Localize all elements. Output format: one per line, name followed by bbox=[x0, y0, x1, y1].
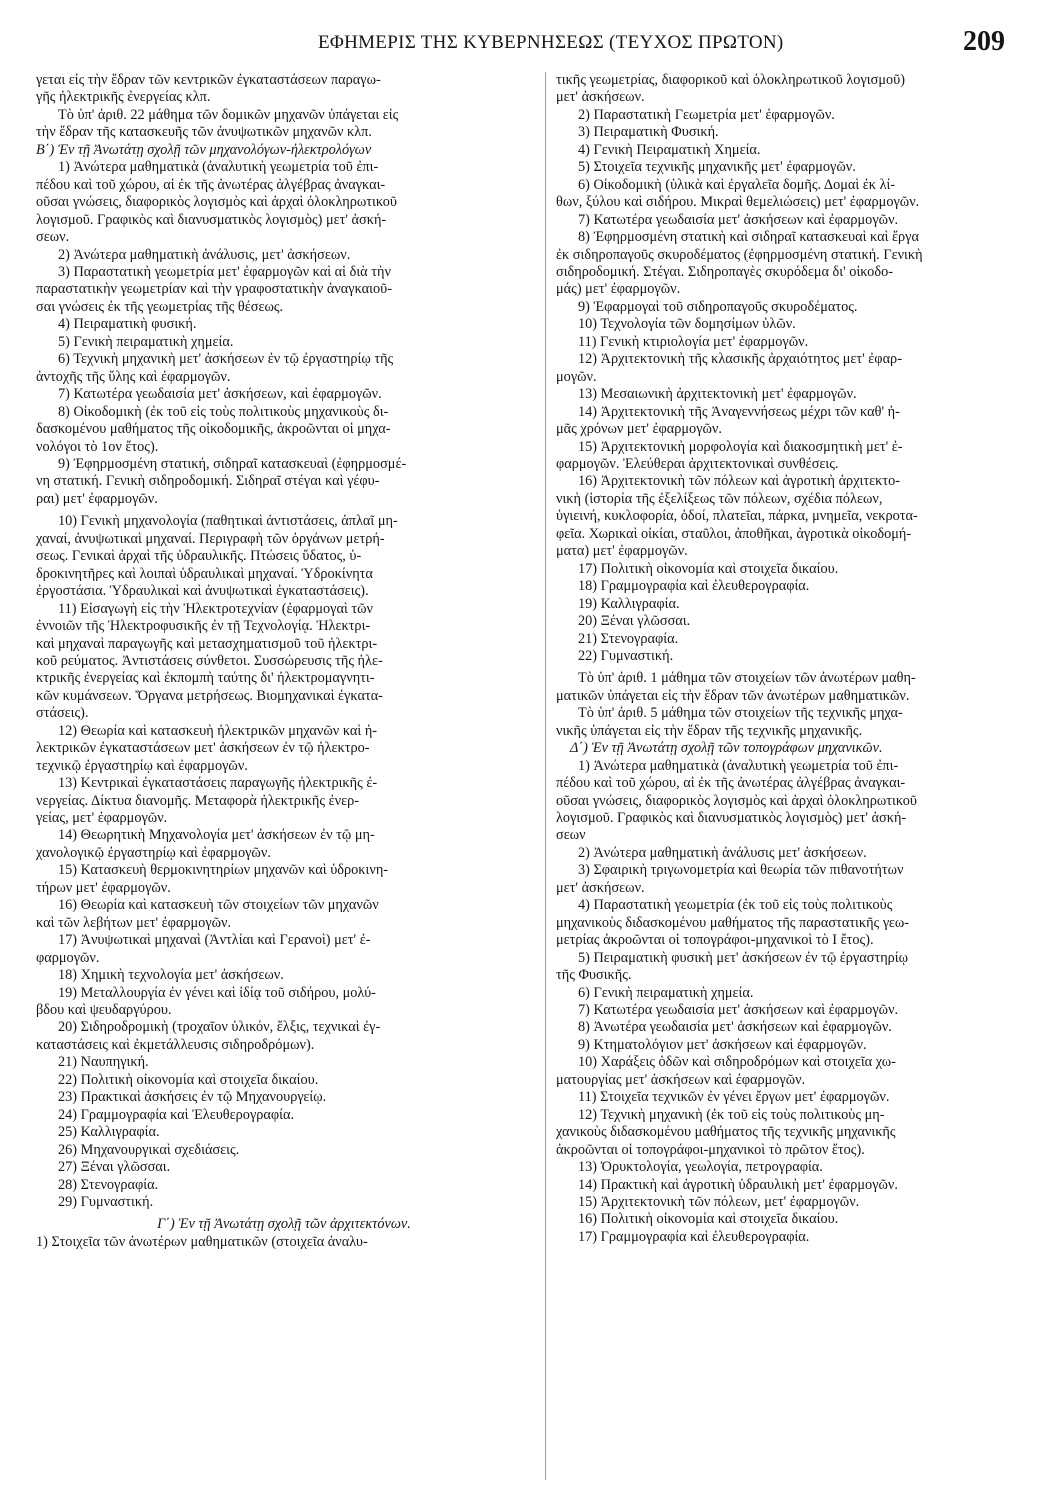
text-line: 18) Γραμμογραφία καὶ ἐλευθερογραφία. bbox=[578, 578, 810, 595]
text-line: τικῆς γεωμετρίας, διαφορικοῦ καὶ ὁλοκληρωτικοῦ λογισμοῦ) bbox=[556, 72, 905, 88]
text-line: τὴν ἕδραν τῆς κατασκευῆς τῶν ἀνυψωτικῶν μηχανῶν κλπ. bbox=[36, 124, 372, 141]
gazette-title: ΕΦΗΜΕΡΙΣ ΤΗΣ ΚΥΒΕΡΝΗΣΕΩΣ (ΤΕΥΧΟΣ ΠΡΩΤΟΝ) bbox=[318, 32, 784, 53]
text-line: 17) Πολιτικὴ οἰκονομία καὶ στοιχεῖα δικαίου. bbox=[578, 560, 839, 577]
text-line: 3) Πειραματικὴ Φυσική. bbox=[578, 124, 719, 141]
text-line: μετ' ἀσκήσεων. bbox=[556, 879, 645, 896]
text-line: σεων. bbox=[36, 229, 70, 246]
text-line: ματικῶν ὑπάγεται εἰς τὴν ἕδραν τῶν ἀνωτέρων μαθηματικῶν. bbox=[556, 687, 910, 704]
text-line: λεκτρικῶν ἐγκαταστάσεων μετ' ἀσκήσεων ἐν τῷ ἠλεκτρο- bbox=[36, 740, 370, 757]
text-line: 12) Ἀρχιτεκτονικὴ τῆς κλασικῆς ἀρχαιότητος μετ' ἐφαρ- bbox=[578, 351, 902, 368]
text-line: δασκομένου μαθήματος τῆς οἰκοδομικῆς, ἀκροῶνται οἱ μηχα- bbox=[36, 421, 391, 438]
text-line: Τὸ ὑπ' ἀριθ. 22 μάθημα τῶν δομικῶν μηχανῶν ὑπάγεται εἰς bbox=[58, 106, 399, 123]
text-line: 3) Σφαιρικὴ τριγωνομετρία καὶ θεωρία τῶν πιθανοτήτων bbox=[578, 862, 904, 879]
text-line: σεως. Γενικαὶ ἀρχαὶ τῆς ὑδραυλικῆς. Πτώσεις ὕδατος, ὑ- bbox=[36, 548, 362, 565]
text-line: φαρμογῶν. bbox=[36, 949, 100, 966]
text-line: 13) Κεντρικαὶ ἐγκαταστάσεις παραγωγῆς ἠλεκτρικῆς ἐ- bbox=[58, 775, 378, 792]
text-line: 6) Τεχνικὴ μηχανικὴ μετ' ἀσκήσεων ἐν τῷ ἐργαστηρίῳ τῆς bbox=[58, 351, 394, 368]
text-line: φεῖα. Χωρικαὶ οἰκίαι, σταῦλοι, ἀποθῆκαι, ἀγροτικὰ οἰκοδομή- bbox=[556, 525, 912, 542]
text-line: νολόγοι τὸ 1ον ἔτος). bbox=[36, 438, 159, 455]
text-line: στάσεις). bbox=[36, 705, 89, 722]
text-line: ἀκροῶνται οἱ τοπογράφοι-μηχανικοὶ τὸ πρῶτον ἔτος). bbox=[556, 1141, 865, 1158]
text-line: 7) Κατωτέρα γεωδαισία μετ' ἀσκήσεων, καὶ ἐφαρμογῶν. bbox=[58, 386, 382, 403]
text-line: 3) Παραστατικὴ γεωμετρία μετ' ἐφαρμογῶν καὶ αἱ διὰ τὴν bbox=[58, 263, 391, 280]
text-line: δροκινητῆρες καὶ λοιπαὶ ὑδραυλικαὶ μηχαναί. Ὑδροκίνητα bbox=[36, 565, 373, 582]
text-line: 22) Πολιτικὴ οἰκονομία καὶ στοιχεῖα δικαίου. bbox=[58, 1071, 319, 1088]
text-line: ματα) μετ' ἐφαρμογῶν. bbox=[556, 543, 688, 560]
text-line: μάς) μετ' ἐφαρμογῶν. bbox=[556, 281, 681, 298]
text-line: τῆς Φυσικῆς. bbox=[556, 967, 632, 984]
text-line: νικῆς ὑπάγεται εἰς τὴν ἕδραν τῆς τεχνικῆς μηχανικῆς. bbox=[556, 722, 863, 739]
text-line: 15) Ἀρχιτεκτονικὴ μορφολογία καὶ διακοσμητικὴ μετ' ἐ- bbox=[578, 438, 903, 455]
text-line: 2) Παραστατικὴ Γεωμετρία μετ' ἐφαρμογῶν. bbox=[578, 106, 835, 123]
text-line: 14) Πρακτικὴ καὶ ἀγροτικὴ ὑδραυλικὴ μετ' ἐφαρμογῶν. bbox=[578, 1176, 898, 1193]
text-line: 7) Κατωτέρα γεωδαισία μετ' ἀσκήσεων καὶ ἐφαρμογῶν. bbox=[578, 211, 899, 228]
text-line: 2) Ἀνώτερα μαθηματικὴ ἀνάλυσις μετ' ἀσκήσεων. bbox=[578, 844, 867, 861]
text-line: παραστατικὴν γεωμετρίαν καὶ τὴν γραφοστατικὴν ἀναγκαιοῦ- bbox=[36, 281, 393, 298]
column-divider bbox=[545, 72, 546, 1480]
text-line: 12) Τεχνικὴ μηχανικὴ (ἐκ τοῦ εἰς τοὺς πολιτικοὺς μη- bbox=[578, 1106, 885, 1123]
text-line: 9) Ἐφαρμογαὶ τοῦ σιδηροπαγοῦς σκυροδέματος. bbox=[578, 298, 858, 315]
text-line: κτρικῆς ἐνεργείας καὶ ἐκπομπὴ ταύτης δι' ἠλεκτρομαγνητι- bbox=[36, 670, 375, 687]
text-line: 11) Γενικὴ κτιριολογία μετ' ἐφαρμογῶν. bbox=[578, 333, 809, 350]
text-line: 4) Παραστατικὴ γεωμετρία (ἐκ τοῦ εἰς τοὺς πολιτικοὺς bbox=[578, 897, 893, 914]
text-line: ὑγιεινή, κυκλοφορία, ὁδοί, πλατεῖαι, πάρκα, μνημεῖα, νεκροτα- bbox=[556, 508, 918, 525]
text-line: 10) Γενικὴ μηχανολογία (παθητικαὶ ἀντιστάσεις, ἁπλαῖ μη- bbox=[58, 513, 398, 530]
text-line: βδου καὶ ψευδαργύρου. bbox=[36, 1002, 172, 1019]
text-line: 24) Γραμμογραφία καὶ Ἐλευθερογραφία. bbox=[58, 1106, 295, 1123]
text-line: λογισμοῦ. Γραφικὸς καὶ διανυσματικὸς λογισμὸς) μετ' ἀσκή- bbox=[556, 810, 907, 827]
text-line: οῦσαι γνώσεις, διαφορικὸς λογισμὸς καὶ ἀρχαὶ ὁλοκληρωτικοῦ bbox=[556, 792, 917, 809]
text-line: 14) Ἀρχιτεκτονικὴ τῆς Ἀναγεννήσεως μέχρι τῶν καθ' ἡ- bbox=[578, 403, 900, 420]
text-line: 5) Γενικὴ πειραματικὴ χημεία. bbox=[58, 333, 234, 350]
text-line: καταστάσεις καὶ ἐκμετάλλευσις σιδηροδρόμων). bbox=[36, 1036, 315, 1053]
text-line: θων, ξύλου καὶ σιδήρου. Μικραὶ θεμελιώσεις) μετ' ἐφαρμογῶν. bbox=[556, 194, 920, 211]
left-column bbox=[36, 72, 532, 1251]
text-line: 27) Ξέναι γλῶσσαι. bbox=[58, 1159, 171, 1176]
text-line: 25) Καλλιγραφία. bbox=[58, 1124, 160, 1141]
text-line: 7) Κατωτέρα γεωδαισία μετ' ἀσκήσεων καὶ ἐφαρμογῶν. bbox=[578, 1002, 899, 1019]
text-line: 1) Στοιχεῖα τῶν ἀνωτέρων μαθηματικῶν (στοιχεῖα ἀναλυ- bbox=[36, 1233, 368, 1250]
text-line: 16) Ἀρχιτεκτονικὴ τῶν πόλεων καὶ ἀγροτικὴ ἀρχιτεκτο- bbox=[578, 473, 900, 490]
text-line: μᾶς χρόνων μετ' ἐφαρμογῶν. bbox=[556, 421, 722, 438]
text-line: νικὴ (ἱστορία τῆς ἐξελίξεως τῶν πόλεων, σχέδια πόλεων, bbox=[556, 490, 883, 507]
text-line: 19) Καλλιγραφία. bbox=[578, 595, 680, 612]
text-line: 29) Γυμναστική. bbox=[58, 1194, 154, 1210]
text-line: ραι) μετ' ἐφαρμογῶν. bbox=[36, 490, 158, 507]
text-line: 1) Ἀνώτερα μαθηματικὰ (ἀναλυτικὴ γεωμετρία τοῦ ἐπι- bbox=[578, 757, 899, 774]
text-line: 6) Γενικὴ πειραματικὴ χημεία. bbox=[578, 984, 754, 1001]
text-line: 5) Στοιχεῖα τεχνικῆς μηχανικῆς μετ' ἐφαρμογῶν. bbox=[578, 159, 856, 176]
text-line: 10) Χαράξεις ὁδῶν καὶ σιδηροδρόμων καὶ στοιχεῖα χω- bbox=[578, 1054, 896, 1071]
text-line: λογισμοῦ. Γραφικὸς καὶ διανυσματικὸς λογισμὸς) μετ' ἀσκή- bbox=[36, 211, 387, 228]
text-line: ματουργίας μετ' ἀσκήσεων καὶ ἐφαρμογῶν. bbox=[556, 1071, 806, 1088]
text-line: κῶν κυμάνσεων. Ὄργανα μετρήσεως. Βιομηχανικαὶ ἐγκατα- bbox=[36, 687, 383, 704]
text-line: μετ' ἀσκήσεων. bbox=[556, 89, 645, 106]
text-line: 20) Σιδηροδρομικὴ (τροχαῖον ὑλικόν, ἕλξις, τεχνικαὶ ἐγ- bbox=[58, 1019, 381, 1036]
text-line: μηχανικοὺς διδασκομένου μαθήματος τῆς παραστατικῆς γεω- bbox=[556, 914, 910, 931]
section-heading-g: Γ΄) Ἐν τῇ Ἀνωτάτῃ σχολῇ τῶν ἀρχιτεκτόνων. bbox=[157, 1216, 411, 1233]
right-column bbox=[556, 72, 1048, 1246]
text-line: 10) Τεχνολογία τῶν δομησίμων ὑλῶν. bbox=[578, 316, 796, 333]
text-line: χανολογικῷ ἐργαστηρίῳ καὶ ἐφαρμογῶν. bbox=[36, 844, 271, 861]
text-line: 21) Στενογραφία. bbox=[578, 630, 679, 647]
text-line: 13) Μεσαιωνικὴ ἀρχιτεκτονικὴ μετ' ἐφαρμογῶν. bbox=[578, 386, 857, 403]
text-line: χανικοὺς διδασκομένου μαθήματος τῆς τεχνικῆς μηχανικῆς bbox=[556, 1124, 896, 1141]
page-header bbox=[0, 24, 1064, 64]
page-number: 209 bbox=[963, 26, 1005, 57]
text-line: 14) Θεωρητικὴ Μηχανολογία μετ' ἀσκήσεων ἐν τῷ μη- bbox=[58, 827, 375, 844]
text-line: 16) Πολιτικὴ οἰκονομία καὶ στοιχεῖα δικαίου. bbox=[578, 1211, 839, 1228]
text-line: 12) Θεωρία καὶ κατασκευὴ ἠλεκτρικῶν μηχανῶν καὶ ἠ- bbox=[58, 722, 378, 739]
text-line: 8) Ἐφηρμοσμένη στατικὴ καὶ σιδηραῖ κατασκευαὶ καὶ ἔργα bbox=[578, 229, 919, 246]
text-line: 19) Μεταλλουργία ἐν γένει καὶ ἰδίᾳ τοῦ σιδήρου, μολύ- bbox=[58, 984, 376, 1001]
text-line: 9) Ἐφηρμοσμένη στατική, σιδηραῖ κατασκευαὶ (ἐφηρμοσμέ- bbox=[58, 455, 407, 472]
text-line: τήρων μετ' ἐφαρμογῶν. bbox=[36, 879, 171, 896]
text-line: 28) Στενογραφία. bbox=[58, 1176, 159, 1193]
text-line: 20) Ξέναι γλῶσσαι. bbox=[578, 613, 691, 630]
text-line: 6) Οἰκοδομικὴ (ὑλικὰ καὶ ἐργαλεῖα δομῆς. Δομαὶ ἐκ λί- bbox=[578, 176, 896, 193]
text-line: 2) Ἀνώτερα μαθηματικὴ ἀνάλυσις, μετ' ἀσκήσεων. bbox=[58, 246, 351, 263]
text-line: 17) Γραμμογραφία καὶ ἐλευθερογραφία. bbox=[578, 1228, 810, 1245]
text-line: 8) Ἀνωτέρα γεωδαισία μετ' ἀσκήσεων καὶ ἐφαρμογῶν. bbox=[578, 1019, 892, 1036]
section-heading-b: Β΄) Ἐν τῇ Ἀνωτάτῃ σχολῇ τῶν μηχανολόγων-ἠλεκτρολόγων bbox=[36, 141, 372, 158]
text-line: μογῶν. bbox=[556, 368, 597, 385]
text-line: Τὸ ὑπ' ἀριθ. 5 μάθημα τῶν στοιχείων τῆς τεχνικῆς μηχα- bbox=[578, 705, 903, 722]
text-line: 11) Στοιχεῖα τεχνικῶν ἐν γένει ἔργων μετ' ἐφαρμογῶν. bbox=[578, 1089, 890, 1106]
text-line: 8) Οἰκοδομικὴ (ἐκ τοῦ εἰς τοὺς πολιτικοὺς μηχανικοὺς δι- bbox=[58, 403, 389, 420]
text-line: μετρίας ἀκροῶνται οἱ τοπογράφοι-μηχανικοὶ τὸ Ι ἔτος). bbox=[556, 932, 874, 949]
text-line: χαναί, ἀνυψωτικαὶ μηχαναί. Περιγραφὴ τῶν ὀργάνων μετρή- bbox=[36, 530, 385, 547]
text-line: γῆς ἠλεκτρικῆς ἐνεργείας κλπ. bbox=[36, 89, 211, 106]
text-line: οῦσαι γνώσεις, διαφορικὸς λογισμὸς καὶ ἀρχαὶ ὁλοκληρωτικοῦ bbox=[36, 194, 397, 211]
text-line: πέδου καὶ τοῦ χώρου, αἱ ἐκ τῆς ἀνωτέρας ἀλγέβρας ἀναγκαι- bbox=[36, 176, 386, 193]
text-line: 5) Πειραματικὴ φυσικὴ μετ' ἀσκήσεων ἐν τῷ ἐργαστηρίῳ bbox=[578, 949, 909, 966]
text-line: φαρμογῶν. Ἐλεύθεραι ἀρχιτεκτονικαὶ συνθέσεις. bbox=[556, 455, 839, 472]
text-line: ἐργοστάσια. Ὑδραυλικαὶ καὶ ἀνυψωτικαὶ ἐγκαταστάσεις). bbox=[36, 583, 369, 600]
text-line: καὶ τῶν λεβήτων μετ' ἐφαρμογῶν. bbox=[36, 914, 232, 931]
text-line: σαι γνώσεις ἐκ τῆς γεωμετρίας τῆς θέσεως. bbox=[36, 298, 284, 315]
text-line: 16) Θεωρία καὶ κατασκευὴ τῶν στοιχείων τῶν μηχανῶν bbox=[58, 897, 379, 914]
text-line: 23) Πρακτικαὶ ἀσκήσεις ἐν τῷ Μηχανουργείῳ. bbox=[58, 1089, 327, 1106]
text-line: ἀντοχῆς τῆς ὕλης καὶ ἐφαρμογῶν. bbox=[36, 368, 231, 385]
text-line: καὶ μηχαναὶ παραγωγῆς καὶ μετασχηματισμοῦ τοῦ ἠλεκτρι- bbox=[36, 635, 378, 652]
text-line: Τὸ ὑπ' ἀριθ. 1 μάθημα τῶν στοιχείων τῶν ἀνωτέρων μαθη- bbox=[578, 670, 916, 687]
text-line: 22) Γυμναστική. bbox=[578, 647, 674, 664]
text-line: πέδου καὶ τοῦ χώρου, αἱ ἐκ τῆς ἀνωτέρας ἀλγέβρας ἀναγκαι- bbox=[556, 775, 906, 792]
text-line: 21) Ναυπηγική. bbox=[58, 1054, 149, 1071]
text-line: τεχνικῷ ἐργαστηρίῳ καὶ ἐφαρμογῶν. bbox=[36, 757, 248, 774]
text-line: ἐννοιῶν τῆς Ἠλεκτροφυσικῆς ἐν τῇ Τεχνολογίᾳ. Ἠλεκτρι- bbox=[36, 618, 371, 635]
text-line: νεργείας. Δίκτυα διανομῆς. Μεταφορὰ ἠλεκτρικῆς ἐνερ- bbox=[36, 792, 359, 809]
text-line: σεων bbox=[556, 827, 586, 844]
text-line: γείας, μετ' ἐφαρμογῶν. bbox=[36, 810, 168, 827]
text-line: γεται εἰς τὴν ἕδραν τῶν κεντρικῶν ἐγκαταστάσεων παραγω- bbox=[36, 72, 381, 88]
text-line: 15) Ἀρχιτεκτονικὴ τῶν πόλεων, μετ' ἐφαρμογῶν. bbox=[578, 1194, 860, 1210]
text-line: νη στατική. Γενικὴ σιδηροδομική. Σιδηραῖ στέγαι καὶ γέφυ- bbox=[36, 473, 380, 490]
text-line: 18) Χημικὴ τεχνολογία μετ' ἀσκήσεων. bbox=[58, 967, 284, 984]
text-line: 4) Πειραματικὴ φυσική. bbox=[58, 316, 197, 333]
text-line: 15) Κατασκευὴ θερμοκινητηρίων μηχανῶν καὶ ὑδροκινη- bbox=[58, 862, 389, 879]
text-line: 11) Εἰσαγωγὴ εἰς τὴν Ἠλεκτροτεχνίαν (ἐφαρμογαὶ τῶν bbox=[58, 600, 374, 617]
text-line: 26) Μηχανουργικαὶ σχεδιάσεις. bbox=[58, 1141, 240, 1158]
text-line: ἐκ σιδηροπαγοῦς σκυροδέματος (ἐφηρμοσμένη στατική. Γενικὴ bbox=[556, 246, 923, 263]
section-heading-d: Δ΄) Ἐν τῇ Ἀνωτάτῃ σχολῇ τῶν τοπογράφων μηχανικῶν. bbox=[570, 740, 883, 757]
text-line: σιδηροδομική. Στέγαι. Σιδηροπαγὲς σκυρόδεμα δι' οἰκοδο- bbox=[556, 263, 893, 280]
text-line: 17) Ἀνυψωτικαὶ μηχαναὶ (Ἀντλίαι καὶ Γερανοὶ) μετ' ἐ- bbox=[58, 932, 371, 949]
text-line: 13) Ὀρυκτολογία, γεωλογία, πετρογραφία. bbox=[578, 1159, 823, 1176]
text-line: 9) Κτηματολόγιον μετ' ἀσκήσεων καὶ ἐφαρμογῶν. bbox=[578, 1036, 867, 1053]
text-line: κοῦ ρεύματος. Ἀντιστάσεις σύνθετοι. Συσσώρευσις τῆς ἠλε- bbox=[36, 652, 383, 669]
text-line: 4) Γενικὴ Πειραματικὴ Χημεία. bbox=[578, 141, 761, 158]
text-line: 1) Ἀνώτερα μαθηματικὰ (ἀναλυτικὴ γεωμετρία τοῦ ἐπι- bbox=[58, 159, 379, 176]
